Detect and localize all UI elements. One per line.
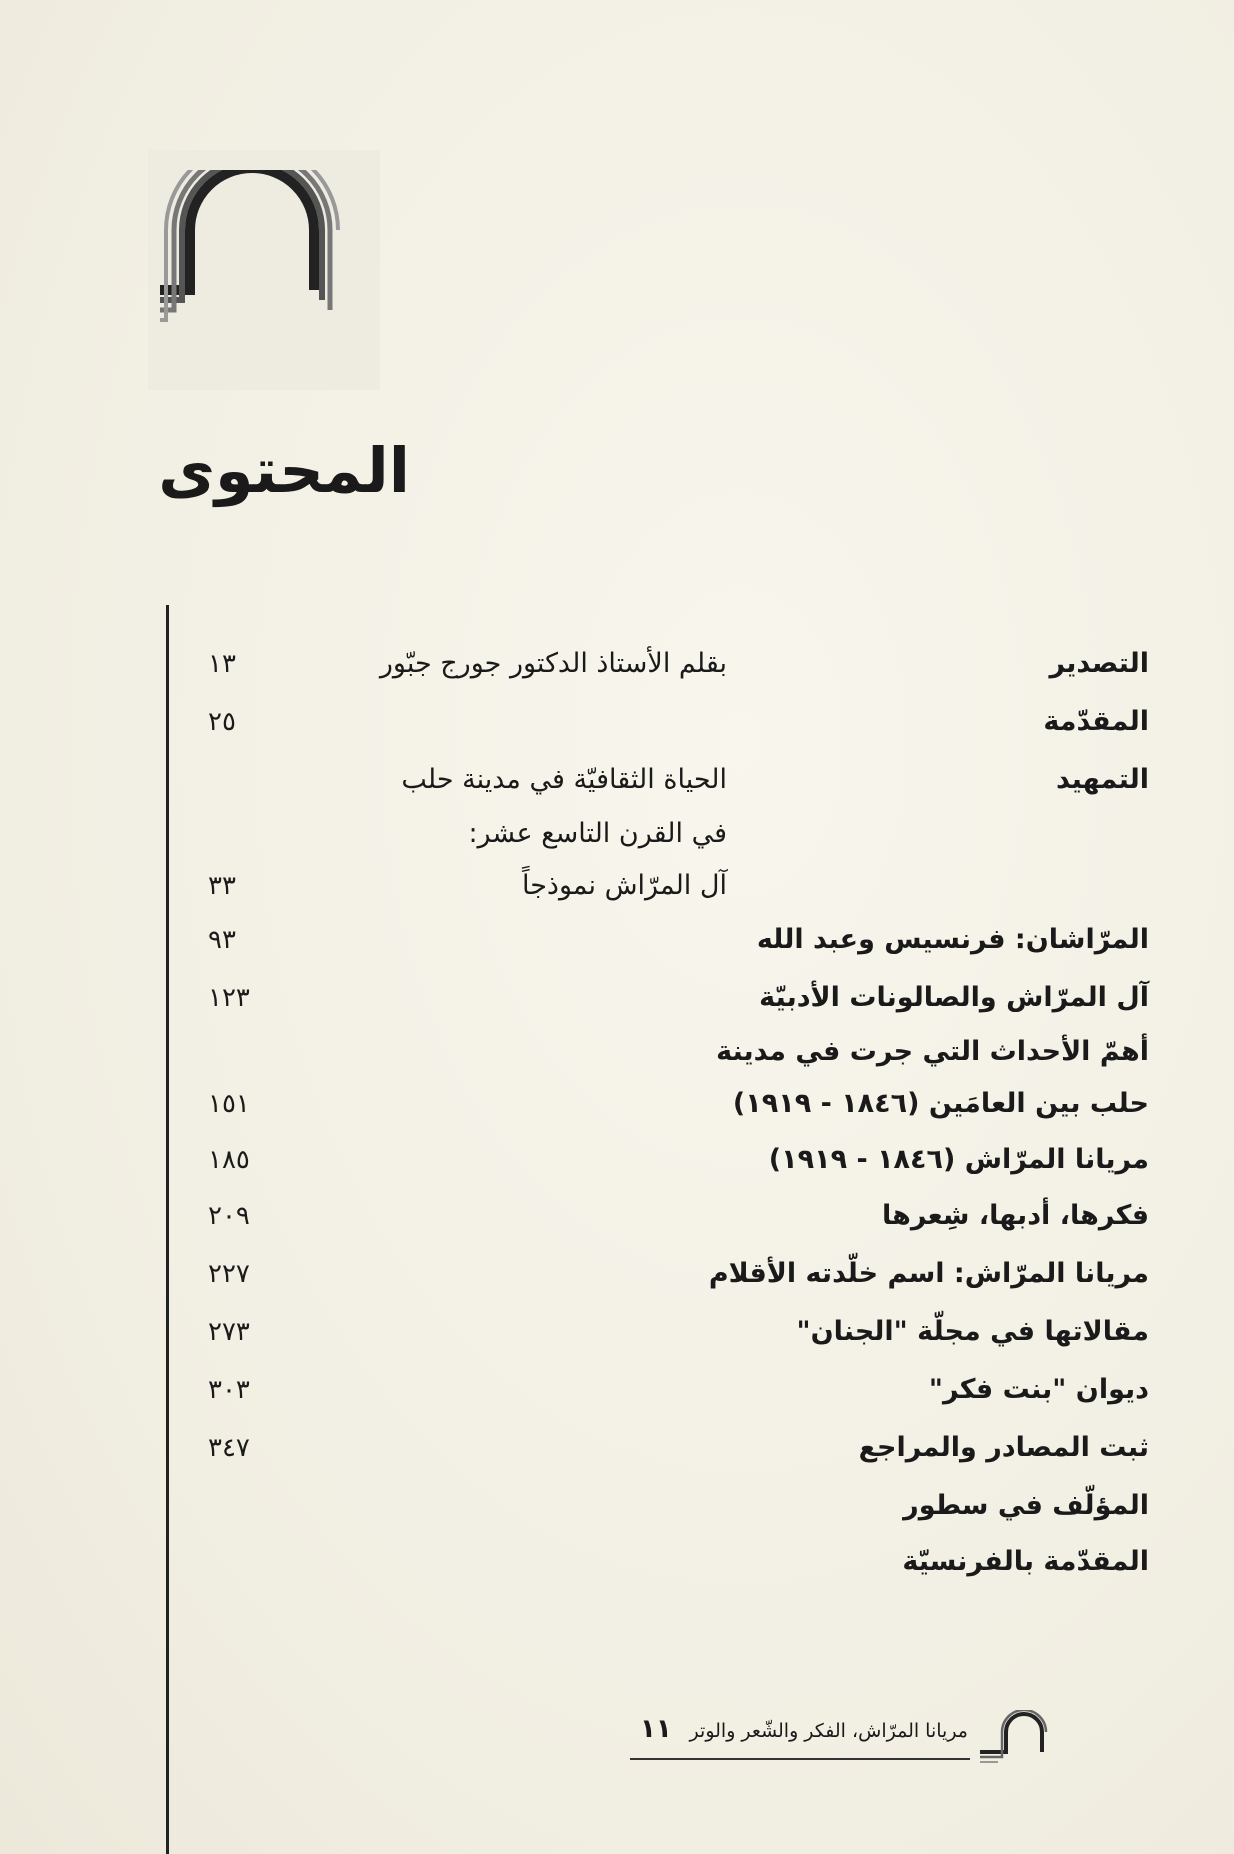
- toc-row: [0, 1368, 1234, 1412]
- toc-page: ٣٤٧: [208, 1433, 250, 1463]
- toc-label: التمهيد: [1056, 764, 1149, 795]
- page-footer: [630, 1710, 1050, 1770]
- toc-label: ديوان "بنت فكر": [928, 1374, 1149, 1405]
- toc-row: [0, 758, 1234, 802]
- toc-label: مريانا المرّاش: اسم خلّدته الأقلام: [708, 1258, 1149, 1289]
- toc-page: ٢٧٣: [208, 1317, 250, 1347]
- publisher-arch-logo-icon: [160, 170, 360, 360]
- toc-label: المؤلّف في سطور: [903, 1490, 1149, 1521]
- toc-row: [0, 1252, 1234, 1296]
- toc-row: [0, 642, 1234, 686]
- toc-page: ٢٥: [208, 707, 236, 737]
- toc-label: المرّاشان: فرنسيس وعبد الله: [756, 924, 1149, 955]
- toc-row: [0, 864, 1234, 908]
- toc-label: المقدّمة: [1043, 706, 1149, 737]
- toc-row: [0, 812, 1234, 856]
- toc-sub: في القرن التاسع عشر:: [468, 818, 727, 849]
- toc-label: آل المرّاش والصالونات الأدبيّة: [759, 982, 1149, 1013]
- toc-label: ثبت المصادر والمراجع: [858, 1432, 1149, 1463]
- publisher-arch-logo-small-icon: [978, 1710, 1050, 1770]
- toc-row: [0, 700, 1234, 744]
- toc-page: ١٣: [208, 649, 236, 679]
- toc-row: [0, 1484, 1234, 1528]
- toc-page: ٢٢٧: [208, 1259, 250, 1289]
- toc-row: [0, 1082, 1234, 1126]
- toc-page: ٣٠٣: [208, 1375, 250, 1405]
- toc-page: ١٨٥: [208, 1145, 250, 1175]
- toc-row: [0, 1030, 1234, 1074]
- toc-label: مريانا المرّاش (١٨٤٦ - ١٩١٩): [768, 1144, 1149, 1175]
- toc-label: حلب بين العامَين (١٨٤٦ - ١٩١٩): [732, 1088, 1149, 1119]
- footer-running-title: مريانا المرّاش، الفكر والشّعر والوتر: [689, 1720, 968, 1742]
- toc-page: ١٢٣: [208, 983, 250, 1013]
- toc-page: ٣٣: [208, 871, 236, 901]
- toc-sub: الحياة الثقافيّة في مدينة حلب: [401, 764, 727, 795]
- footer-rule: [630, 1758, 970, 1760]
- toc-sub: آل المرّاش نموذجاً: [522, 870, 727, 901]
- toc-page: ٢٠٩: [208, 1201, 250, 1231]
- footer-page-number: ١١: [640, 1714, 672, 1744]
- toc-label: مقالاتها في مجلّة "الجنان": [796, 1316, 1149, 1347]
- toc-label: المقدّمة بالفرنسيّة: [902, 1546, 1149, 1577]
- toc-page: ١٥١: [208, 1089, 250, 1119]
- toc-label: فكرها، أدبها، شِعرها: [881, 1200, 1149, 1231]
- toc-page: ٩٣: [208, 925, 236, 955]
- toc-row: [0, 976, 1234, 1020]
- toc-row: [0, 1426, 1234, 1470]
- toc-label: التصدير: [1049, 648, 1149, 679]
- toc-sub: بقلم الأستاذ الدكتور جورج جبّور: [379, 648, 727, 679]
- toc-row: [0, 1540, 1234, 1584]
- toc-row: [0, 1310, 1234, 1354]
- toc-label: أهمّ الأحداث التي جرت في مدينة: [716, 1036, 1149, 1067]
- publisher-logo: [148, 150, 380, 390]
- page-title: المحتوى: [158, 434, 410, 507]
- toc-row: [0, 1138, 1234, 1182]
- toc-row: [0, 918, 1234, 962]
- toc-row: [0, 1194, 1234, 1238]
